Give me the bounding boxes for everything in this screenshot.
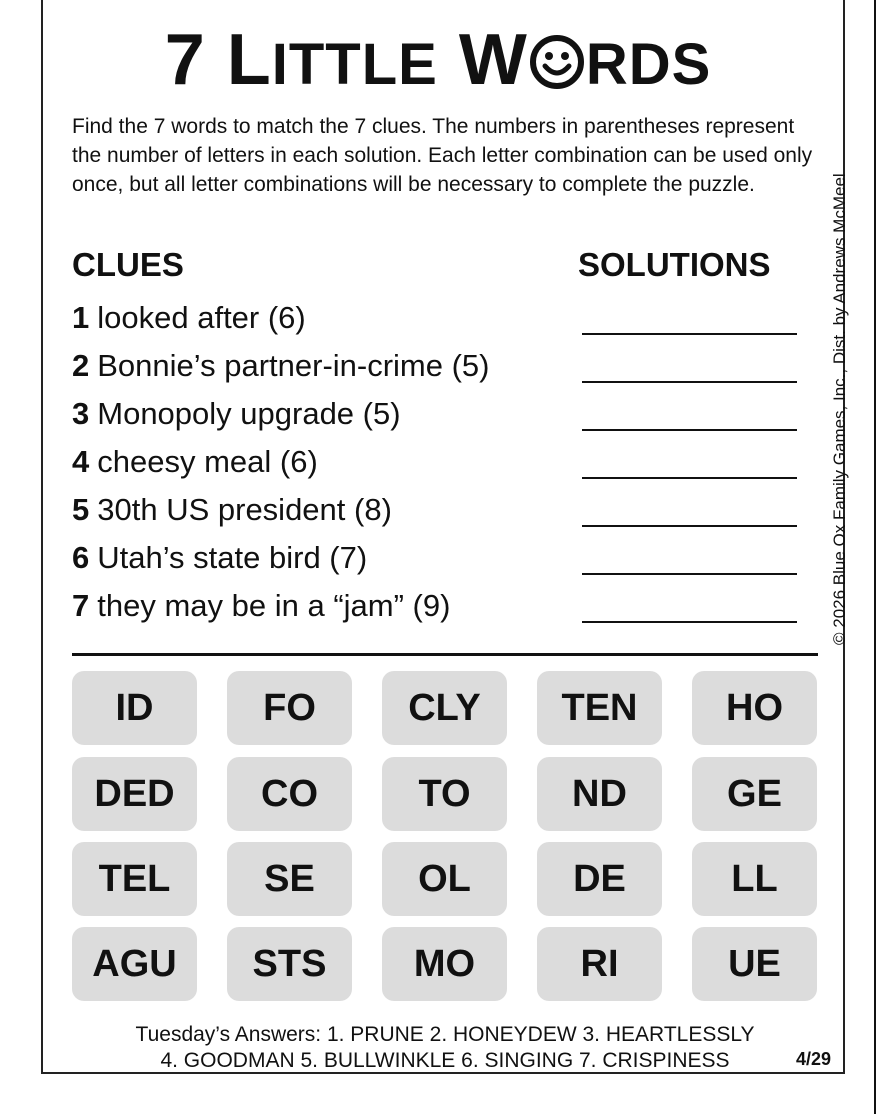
title-word-words: W RDS (458, 20, 712, 100)
clues-header: CLUES (72, 246, 184, 283)
letter-tile[interactable]: HO (692, 671, 817, 745)
letter-tile[interactable]: GE (692, 757, 817, 831)
clue-1: 1 looked after (6) (72, 300, 306, 335)
answers-line-2: 4. GOODMAN 5. BULLWINKLE 6. SINGING 7. CRISPINESS (160, 1049, 730, 1072)
letter-tile[interactable]: TEN (537, 671, 662, 745)
letter-tile[interactable]: UE (692, 927, 817, 1001)
title-number: 7 (164, 20, 206, 100)
clue-4: 4 cheesy meal (6) (72, 444, 318, 479)
answers-line-1: Tuesday’s Answers: 1. PRUNE 2. HONEYDEW 3. HEARTLESSLY (135, 1023, 755, 1046)
clue-2: 2 Bonnie’s partner-in-crime (5) (72, 348, 490, 383)
letter-tile[interactable]: SE (227, 842, 352, 916)
solution-blank-4[interactable] (582, 477, 797, 479)
letter-tile[interactable]: RI (537, 927, 662, 1001)
clue-5: 5 30th US president (8) (72, 492, 392, 527)
solution-blank-2[interactable] (582, 381, 797, 383)
instructions-text: Find the 7 words to match the 7 clues. The numbers in parentheses represent the number of letters in each solution. Each letter combination can be used only once, but all letter combinations will be necessary to complete the puzzle. (72, 115, 813, 196)
letter-tile[interactable]: LL (692, 842, 817, 916)
clue-7: 7 they may be in a “jam” (9) (72, 588, 451, 623)
solution-blank-7[interactable] (582, 621, 797, 623)
letter-tile[interactable]: CO (227, 757, 352, 831)
letter-tile[interactable]: STS (227, 927, 352, 1001)
solution-blank-5[interactable] (582, 525, 797, 527)
letter-tile[interactable]: DED (72, 757, 197, 831)
clue-6: 6 Utah’s state bird (7) (72, 540, 368, 575)
letter-tile[interactable]: AGU (72, 927, 197, 1001)
letter-tile[interactable]: OL (382, 842, 507, 916)
letter-tile[interactable]: CLY (382, 671, 507, 745)
solution-blank-6[interactable] (582, 573, 797, 575)
puzzle-date: 4/29 (796, 1049, 832, 1069)
solution-blank-3[interactable] (582, 429, 797, 431)
letter-tile[interactable]: ND (537, 757, 662, 831)
solution-blank-1[interactable] (582, 333, 797, 335)
title-word-little: LITTLE (226, 20, 438, 100)
letter-tile[interactable]: TO (382, 757, 507, 831)
letter-tile[interactable]: ID (72, 671, 197, 745)
previous-answers (40, 1022, 850, 1074)
letter-tile[interactable]: FO (227, 671, 352, 745)
copyright-notice: © 2026 Blue Ox Family Games, Inc., Dist. by Andrews McMeel (830, 173, 849, 645)
puzzle-title (0, 20, 876, 105)
letter-tile[interactable]: DE (537, 842, 662, 916)
clue-3: 3 Monopoly upgrade (5) (72, 396, 401, 431)
section-divider (72, 653, 818, 656)
solutions-header: SOLUTIONS (578, 246, 771, 283)
smiley-icon (529, 34, 585, 90)
letter-tile[interactable]: MO (382, 927, 507, 1001)
letter-tile[interactable]: TEL (72, 842, 197, 916)
